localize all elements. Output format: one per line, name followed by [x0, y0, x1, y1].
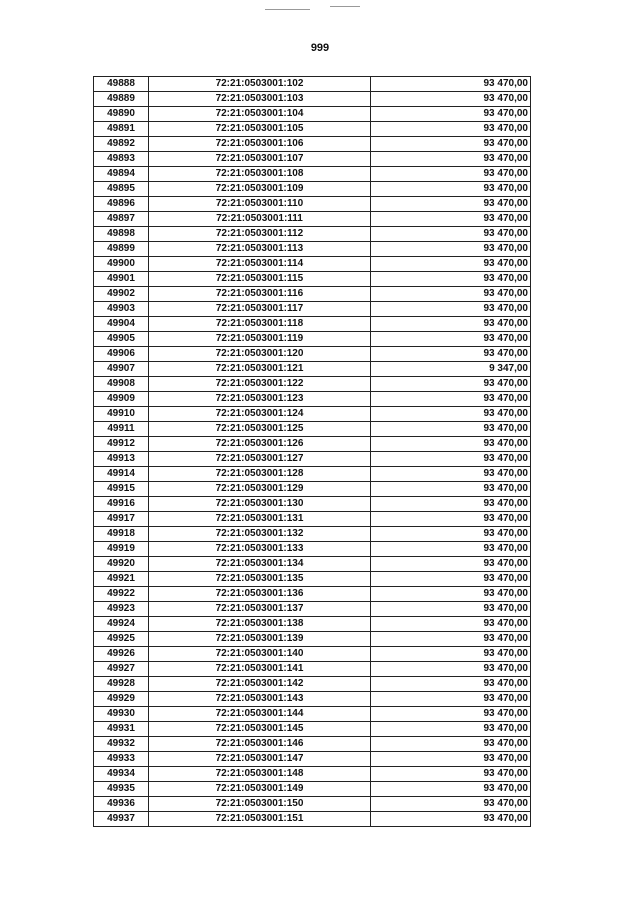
page-number: 999	[310, 42, 330, 54]
row-number-cell: 49891	[94, 122, 149, 137]
cadastral-number-cell: 72:21:0503001:111	[149, 212, 371, 227]
cadastral-number-cell: 72:21:0503001:122	[149, 377, 371, 392]
value-cell: 93 470,00	[371, 407, 531, 422]
table-row	[94, 212, 531, 227]
value-cell: 93 470,00	[371, 557, 531, 572]
cadastral-number-cell: 72:21:0503001:121	[149, 362, 371, 377]
table-row	[94, 227, 531, 242]
table-row	[94, 512, 531, 527]
value-cell: 93 470,00	[371, 482, 531, 497]
row-number-cell: 49899	[94, 242, 149, 257]
cadastral-number-cell: 72:21:0503001:116	[149, 287, 371, 302]
value-cell: 93 470,00	[371, 122, 531, 137]
value-cell: 93 470,00	[371, 512, 531, 527]
cadastral-number-cell: 72:21:0503001:117	[149, 302, 371, 317]
row-number-cell: 49888	[94, 77, 149, 92]
table-row	[94, 122, 531, 137]
cadastral-number-cell: 72:21:0503001:127	[149, 452, 371, 467]
cadastral-number-cell: 72:21:0503001:130	[149, 497, 371, 512]
cadastral-number-cell: 72:21:0503001:144	[149, 707, 371, 722]
cadastral-number-cell: 72:21:0503001:109	[149, 182, 371, 197]
table-row	[94, 497, 531, 512]
cadastral-number-cell: 72:21:0503001:133	[149, 542, 371, 557]
value-cell: 93 470,00	[371, 227, 531, 242]
cadastral-number-cell: 72:21:0503001:136	[149, 587, 371, 602]
table-row	[94, 812, 531, 827]
table-row	[94, 137, 531, 152]
value-cell: 93 470,00	[371, 797, 531, 812]
cadastral-number-cell: 72:21:0503001:140	[149, 647, 371, 662]
row-number-cell: 49935	[94, 782, 149, 797]
table-row	[94, 197, 531, 212]
value-cell: 93 470,00	[371, 347, 531, 362]
cadastral-number-cell: 72:21:0503001:135	[149, 572, 371, 587]
value-cell: 93 470,00	[371, 647, 531, 662]
cadastral-number-cell: 72:21:0503001:137	[149, 602, 371, 617]
value-cell: 93 470,00	[371, 242, 531, 257]
value-cell: 93 470,00	[371, 152, 531, 167]
scan-artifact-line	[330, 6, 360, 7]
value-cell: 93 470,00	[371, 542, 531, 557]
cadastral-number-cell: 72:21:0503001:150	[149, 797, 371, 812]
cadastral-number-cell: 72:21:0503001:148	[149, 767, 371, 782]
value-cell: 93 470,00	[371, 422, 531, 437]
cadastral-number-cell: 72:21:0503001:147	[149, 752, 371, 767]
value-cell: 93 470,00	[371, 752, 531, 767]
value-cell: 93 470,00	[371, 737, 531, 752]
value-cell: 93 470,00	[371, 317, 531, 332]
cadastral-table	[93, 76, 531, 827]
row-number-cell: 49929	[94, 692, 149, 707]
value-cell: 93 470,00	[371, 527, 531, 542]
table-row	[94, 482, 531, 497]
value-cell: 93 470,00	[371, 182, 531, 197]
table-row	[94, 152, 531, 167]
table-row	[94, 602, 531, 617]
table-row	[94, 692, 531, 707]
row-number-cell: 49930	[94, 707, 149, 722]
table-row	[94, 752, 531, 767]
table-row	[94, 617, 531, 632]
row-number-cell: 49915	[94, 482, 149, 497]
row-number-cell: 49892	[94, 137, 149, 152]
value-cell: 93 470,00	[371, 782, 531, 797]
row-number-cell: 49898	[94, 227, 149, 242]
cadastral-number-cell: 72:21:0503001:151	[149, 812, 371, 827]
row-number-cell: 49923	[94, 602, 149, 617]
table-row	[94, 407, 531, 422]
value-cell: 93 470,00	[371, 662, 531, 677]
row-number-cell: 49912	[94, 437, 149, 452]
table-row	[94, 392, 531, 407]
table-row	[94, 797, 531, 812]
table-row	[94, 782, 531, 797]
table-row	[94, 422, 531, 437]
table-row	[94, 542, 531, 557]
value-cell: 93 470,00	[371, 572, 531, 587]
row-number-cell: 49890	[94, 107, 149, 122]
table-row	[94, 107, 531, 122]
value-cell: 93 470,00	[371, 602, 531, 617]
value-cell: 93 470,00	[371, 377, 531, 392]
value-cell: 93 470,00	[371, 197, 531, 212]
cadastral-number-cell: 72:21:0503001:146	[149, 737, 371, 752]
cadastral-number-cell: 72:21:0503001:119	[149, 332, 371, 347]
row-number-cell: 49932	[94, 737, 149, 752]
row-number-cell: 49934	[94, 767, 149, 782]
value-cell: 93 470,00	[371, 272, 531, 287]
cadastral-number-cell: 72:21:0503001:124	[149, 407, 371, 422]
row-number-cell: 49889	[94, 92, 149, 107]
row-number-cell: 49911	[94, 422, 149, 437]
cadastral-number-cell: 72:21:0503001:123	[149, 392, 371, 407]
value-cell: 93 470,00	[371, 692, 531, 707]
value-cell: 93 470,00	[371, 677, 531, 692]
row-number-cell: 49916	[94, 497, 149, 512]
cadastral-number-cell: 72:21:0503001:113	[149, 242, 371, 257]
table-row	[94, 257, 531, 272]
row-number-cell: 49903	[94, 302, 149, 317]
row-number-cell: 49894	[94, 167, 149, 182]
value-cell: 93 470,00	[371, 167, 531, 182]
row-number-cell: 49913	[94, 452, 149, 467]
table-row	[94, 332, 531, 347]
table-row	[94, 287, 531, 302]
cadastral-number-cell: 72:21:0503001:110	[149, 197, 371, 212]
value-cell: 93 470,00	[371, 212, 531, 227]
cadastral-number-cell: 72:21:0503001:103	[149, 92, 371, 107]
table-row	[94, 377, 531, 392]
cadastral-number-cell: 72:21:0503001:139	[149, 632, 371, 647]
table-row	[94, 737, 531, 752]
cadastral-number-cell: 72:21:0503001:145	[149, 722, 371, 737]
table-row	[94, 722, 531, 737]
table-row	[94, 242, 531, 257]
scan-artifact-line	[265, 9, 310, 10]
value-cell: 93 470,00	[371, 452, 531, 467]
value-cell: 93 470,00	[371, 767, 531, 782]
cadastral-number-cell: 72:21:0503001:142	[149, 677, 371, 692]
row-number-cell: 49906	[94, 347, 149, 362]
table-row	[94, 317, 531, 332]
cadastral-number-cell: 72:21:0503001:126	[149, 437, 371, 452]
cadastral-number-cell: 72:21:0503001:108	[149, 167, 371, 182]
value-cell: 93 470,00	[371, 107, 531, 122]
table-row	[94, 707, 531, 722]
table-row	[94, 677, 531, 692]
row-number-cell: 49896	[94, 197, 149, 212]
table-row	[94, 362, 531, 377]
table-row	[94, 632, 531, 647]
table-row	[94, 572, 531, 587]
row-number-cell: 49931	[94, 722, 149, 737]
cadastral-number-cell: 72:21:0503001:143	[149, 692, 371, 707]
cadastral-number-cell: 72:21:0503001:134	[149, 557, 371, 572]
value-cell: 93 470,00	[371, 812, 531, 827]
cadastral-number-cell: 72:21:0503001:125	[149, 422, 371, 437]
row-number-cell: 49910	[94, 407, 149, 422]
row-number-cell: 49893	[94, 152, 149, 167]
cadastral-number-cell: 72:21:0503001:115	[149, 272, 371, 287]
value-cell: 93 470,00	[371, 92, 531, 107]
row-number-cell: 49925	[94, 632, 149, 647]
cadastral-number-cell: 72:21:0503001:105	[149, 122, 371, 137]
row-number-cell: 49922	[94, 587, 149, 602]
value-cell: 93 470,00	[371, 257, 531, 272]
table-row	[94, 302, 531, 317]
table-row	[94, 767, 531, 782]
row-number-cell: 49937	[94, 812, 149, 827]
cadastral-number-cell: 72:21:0503001:112	[149, 227, 371, 242]
row-number-cell: 49905	[94, 332, 149, 347]
table-row	[94, 167, 531, 182]
cadastral-number-cell: 72:21:0503001:102	[149, 77, 371, 92]
row-number-cell: 49908	[94, 377, 149, 392]
row-number-cell: 49901	[94, 272, 149, 287]
value-cell: 93 470,00	[371, 707, 531, 722]
table-row	[94, 527, 531, 542]
row-number-cell: 49904	[94, 317, 149, 332]
table-row	[94, 452, 531, 467]
row-number-cell: 49924	[94, 617, 149, 632]
row-number-cell: 49897	[94, 212, 149, 227]
row-number-cell: 49914	[94, 467, 149, 482]
table-row	[94, 557, 531, 572]
table-row	[94, 647, 531, 662]
cadastral-number-cell: 72:21:0503001:107	[149, 152, 371, 167]
row-number-cell: 49900	[94, 257, 149, 272]
row-number-cell: 49895	[94, 182, 149, 197]
cadastral-number-cell: 72:21:0503001:118	[149, 317, 371, 332]
row-number-cell: 49933	[94, 752, 149, 767]
table-row	[94, 347, 531, 362]
value-cell: 93 470,00	[371, 467, 531, 482]
row-number-cell: 49920	[94, 557, 149, 572]
cadastral-number-cell: 72:21:0503001:129	[149, 482, 371, 497]
table-row	[94, 437, 531, 452]
cadastral-number-cell: 72:21:0503001:149	[149, 782, 371, 797]
table-row	[94, 77, 531, 92]
cadastral-number-cell: 72:21:0503001:104	[149, 107, 371, 122]
row-number-cell: 49902	[94, 287, 149, 302]
value-cell: 93 470,00	[371, 632, 531, 647]
table-row	[94, 272, 531, 287]
cadastral-number-cell: 72:21:0503001:106	[149, 137, 371, 152]
cadastral-number-cell: 72:21:0503001:128	[149, 467, 371, 482]
value-cell: 93 470,00	[371, 587, 531, 602]
value-cell: 93 470,00	[371, 332, 531, 347]
cadastral-number-cell: 72:21:0503001:114	[149, 257, 371, 272]
value-cell: 93 470,00	[371, 437, 531, 452]
row-number-cell: 49926	[94, 647, 149, 662]
value-cell: 93 470,00	[371, 302, 531, 317]
cadastral-number-cell: 72:21:0503001:120	[149, 347, 371, 362]
value-cell: 93 470,00	[371, 77, 531, 92]
value-cell: 93 470,00	[371, 137, 531, 152]
row-number-cell: 49909	[94, 392, 149, 407]
table-row	[94, 467, 531, 482]
row-number-cell: 49928	[94, 677, 149, 692]
row-number-cell: 49918	[94, 527, 149, 542]
row-number-cell: 49917	[94, 512, 149, 527]
row-number-cell: 49907	[94, 362, 149, 377]
cadastral-number-cell: 72:21:0503001:138	[149, 617, 371, 632]
row-number-cell: 49927	[94, 662, 149, 677]
row-number-cell: 49919	[94, 542, 149, 557]
table-body	[94, 77, 531, 827]
value-cell: 93 470,00	[371, 617, 531, 632]
table-row	[94, 587, 531, 602]
value-cell: 93 470,00	[371, 497, 531, 512]
cadastral-number-cell: 72:21:0503001:132	[149, 527, 371, 542]
value-cell: 93 470,00	[371, 287, 531, 302]
value-cell: 9 347,00	[371, 362, 531, 377]
cadastral-number-cell: 72:21:0503001:131	[149, 512, 371, 527]
row-number-cell: 49936	[94, 797, 149, 812]
value-cell: 93 470,00	[371, 392, 531, 407]
value-cell: 93 470,00	[371, 722, 531, 737]
table-row	[94, 182, 531, 197]
cadastral-number-cell: 72:21:0503001:141	[149, 662, 371, 677]
row-number-cell: 49921	[94, 572, 149, 587]
table-row	[94, 92, 531, 107]
table-row	[94, 662, 531, 677]
